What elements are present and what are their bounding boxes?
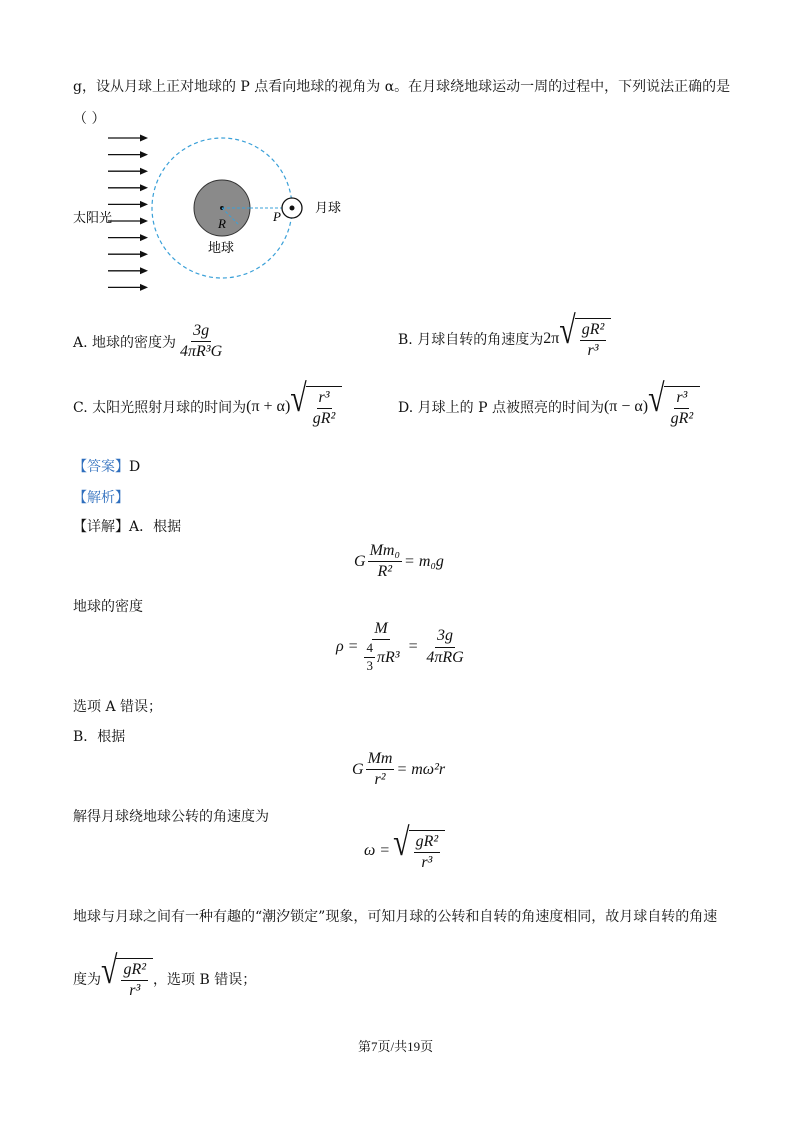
option-d-coef: (π − α) (603, 398, 649, 416)
option-c-text: C. 太阳光照射月球的时间为 (73, 400, 247, 417)
eq1-den: R² (377, 563, 393, 581)
eq2-num2: 3g (435, 627, 455, 647)
option-b-den: r³ (587, 342, 599, 360)
detail-lead (73, 516, 181, 536)
eq2-rho: ρ = (336, 638, 359, 656)
option-d-den: gR² (670, 410, 694, 428)
eq2-den-rest: πR³ (376, 648, 400, 666)
deg-prefix: 度为 (73, 972, 101, 989)
eq2-den2: 4πRG (426, 648, 464, 666)
eq1-num: Mm₀ (368, 542, 402, 562)
b-lead: B．根据 (73, 729, 126, 745)
sunlight-label: 太阳光 (73, 211, 113, 226)
eq3-g: G (352, 760, 364, 778)
answer-tag: 【答案】 (73, 459, 129, 475)
deg-suffix: ，选项 B 错误； (153, 972, 257, 989)
answer-line (73, 456, 140, 476)
eq4-den: r³ (421, 854, 433, 872)
option-d (398, 376, 700, 429)
option-d-num: r³ (674, 389, 689, 409)
earth-moon-figure (60, 128, 380, 298)
eq2-num: M (372, 620, 389, 640)
density-label: 地球的密度 (73, 599, 143, 615)
sunlight-arrowhead (140, 151, 148, 158)
option-d-text: D. 月球上的 P 点被照亮的时间为 (398, 400, 604, 417)
detail-lead-text: A．根据 (129, 519, 182, 535)
deg-den: r³ (129, 982, 141, 1000)
option-b-sqrt: √ $\frac{\text{gR²}}{\text{r³}}$ (559, 318, 611, 361)
sunlight-arrowhead (140, 234, 148, 241)
option-b-coef: 2π (543, 330, 560, 348)
r-label: R (218, 216, 226, 231)
eq3-num: Mm (366, 750, 395, 770)
deg-line (73, 948, 257, 1001)
question-text: g，设从月球上正对地球的 P 点看向地球的视角为 α。在月球绕地球运动一周的过程中，下列说法正确的是 (73, 79, 731, 95)
option-b-text: B. 月球自转的角速度为 (398, 332, 544, 349)
sunlight-arrowhead (140, 135, 148, 142)
option-b (398, 308, 611, 361)
option-c-sqrt: √ $\frac{\text{r³}}{\text{gR²}}$ (290, 386, 342, 429)
option-a-text: A. 地球的密度为 (73, 334, 177, 351)
eq3-den: r² (374, 771, 386, 789)
omega-label: 解得月球绕地球公转的角速度为 (73, 809, 269, 825)
answer-parentheses: （ ） (73, 111, 106, 127)
detail-tag: 【详解】 (73, 519, 129, 535)
moon-center-dot (290, 206, 295, 211)
eq2-den-frac-den: 3 (366, 658, 373, 674)
equation-3 (352, 750, 445, 790)
p-label: P (273, 209, 281, 224)
eq2-den-frac-num: 4 (364, 641, 375, 658)
sunlight-arrowhead (140, 284, 148, 291)
equation-4: ω = √ $\frac{\text{gR²}}{\text{r³}}$ (364, 830, 445, 873)
option-c-den: gR² (312, 410, 336, 428)
eq4-num: gR² (414, 833, 441, 853)
option-b-num: gR² (580, 321, 607, 341)
eq1-g: G (354, 552, 366, 570)
sunlight-arrows (108, 135, 148, 291)
page-footer: 第7页/共19页 (358, 1039, 434, 1054)
option-d-sqrt: √ $\frac{\text{r³}}{\text{gR²}}$ (648, 386, 700, 429)
sunlight-arrowhead (140, 201, 148, 208)
option-a-den: 4πR³G (180, 343, 223, 361)
analysis-tag: 【解析】 (73, 490, 129, 506)
option-a (73, 322, 226, 362)
sunlight-arrowhead (140, 184, 148, 191)
moon-label: 月球 (315, 201, 342, 216)
sunlight-arrowhead (140, 168, 148, 175)
sunlight-arrowhead (140, 251, 148, 258)
option-c (73, 376, 342, 429)
answer-value: D (129, 459, 141, 475)
tidal-text: 地球与月球之间有一种有趣的“潮汐锁定”现象，可知月球的公转和自转的角速度相同，故月球自转的角速 (73, 909, 718, 925)
deg-num: gR² (121, 961, 148, 981)
eq4-lhs: ω = (364, 842, 391, 860)
equation-1 (354, 542, 444, 582)
option-c-coef: (π + α) (246, 398, 291, 416)
a-wrong: 选项 A 错误； (73, 699, 163, 715)
option-c-num: r³ (317, 389, 332, 409)
option-a-num: 3g (191, 322, 211, 342)
sunlight-arrowhead (140, 267, 148, 274)
deg-sqrt: √ $\frac{\text{gR²}}{\text{r³}}$ (101, 958, 153, 1001)
sunlight-arrowhead (140, 218, 148, 225)
option-a-fraction (178, 322, 224, 362)
eq1-rhs: = m₀g (404, 552, 444, 570)
eq3-rhs: = mω²r (396, 760, 446, 778)
eq2-eq: = (407, 638, 419, 656)
earth-label: 地球 (208, 241, 235, 256)
equation-2 (336, 620, 468, 674)
